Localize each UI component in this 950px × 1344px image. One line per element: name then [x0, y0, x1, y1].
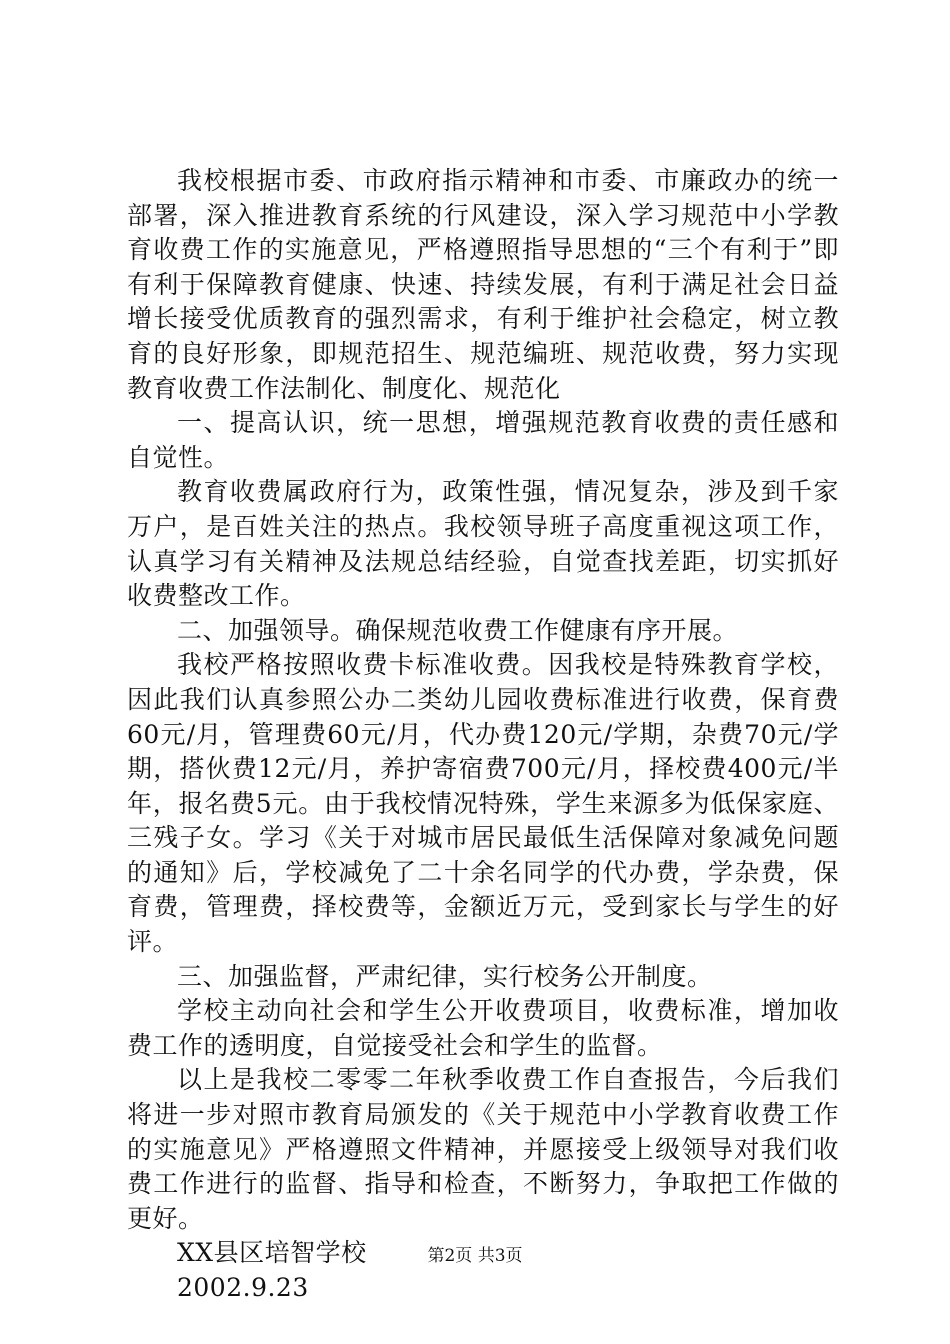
section-paragraph-3: 学校主动向社会和学生公开收费项目，收费标准，增加收费工作的透明度，自觉接受社会和学生的监督。 [127, 996, 839, 1060]
document-body [127, 164, 839, 1306]
signature: XX县区培智学校 [177, 1238, 367, 1268]
intro-paragraph: 我校根据市委、市政府指示精神和市委、市廉政办的统一部署，深入推进教育系统的行风建设，深入学习规范中小学教育收费工作的实施意见，严格遵照指导思想的“三个有利于”即有利于保障教育健康、快速、持续发展，有利于满足社会日益增长接受优质教育的强烈需求，有利于维护社会稳定，树立教育的良好形象，即规范招生、规范编班、规范收费，努力实现教育收费工作法制化、制度化、规范化 [127, 166, 839, 403]
section-paragraph-2: 我校严格按照收费卡标准收费。因我校是特殊教育学校，因此我们认真参照公办二类幼儿园收费标准进行收费，保育费60元/月，管理费60元/月，代办费120元/学期，杂费70元/学期，搭伙费12元/月，养护寄宿费700元/月，择校费400元/半年，报名费5元。由于我校情况特殊，学生来源多为低保家庭、三残子女。学习《关于对城市居民最低生活保障对象减免问题的通知》后，学校减免了二十余名同学的代办费，学杂费，保育费，管理费，择校费等，金额近万元，受到家长与学生的好评。 [127, 650, 839, 957]
document-date: 2002.9.23 [177, 1273, 309, 1302]
page-number: 第2页 共3页 [427, 1246, 523, 1266]
section-paragraph-1: 教育收费属政府行为，政策性强，情况复杂，涉及到千家万户，是百姓关注的热点。我校领导班子高度重视这项工作，认真学习有关精神及法规总结经验，自觉查找差距，切实抓好收费整改工作。 [127, 477, 839, 611]
closing-paragraph: 以上是我校二零零二年秋季收费工作自查报告，今后我们将进一步对照市教育局颁发的《关于规范中小学教育收费工作的实施意见》严格遵照文件精神，并愿接受上级领导对我们收费工作进行的监督、指导和检查，不断努力，争取把工作做的更好。 [127, 1065, 839, 1233]
section-heading-1: 一、提高认识，统一思想，增强规范教育收费的责任感和自觉性。 [127, 408, 839, 472]
section-heading-3: 三、加强监督，严肃纪律，实行校务公开制度。 [177, 961, 713, 991]
section-heading-2: 二、加强领导。确保规范收费工作健康有序开展。 [177, 615, 739, 645]
